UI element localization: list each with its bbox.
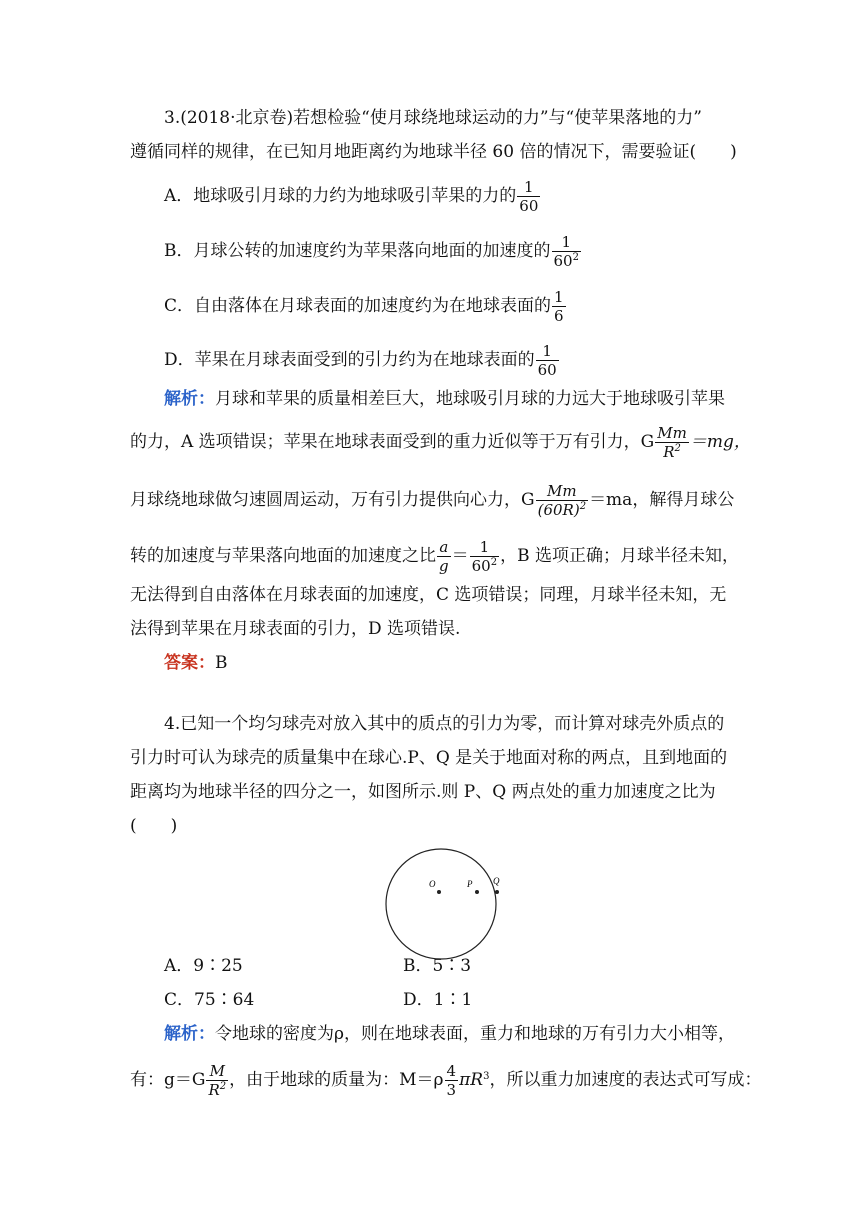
- q4-option-c: C．75∶64: [164, 990, 255, 1010]
- q4-option-a: A．9∶25: [164, 956, 243, 976]
- point-p: [475, 890, 479, 894]
- q3-analysis-line2: 的力，A 选项错误；苹果在地球表面受到的重力近似等于万有引力，G $\frac{Mm}{R^2}$ ＝mg，: [130, 424, 751, 461]
- q4-stem-line2: 引力时可认为球壳的质量集中在球心.P、Q 是关于地面对称的两点，且到地面的: [130, 748, 728, 768]
- earth-circle: [386, 849, 496, 959]
- q3-analysis-line6: 法得到苹果在月球表面的引力，D 选项错误.: [130, 619, 461, 639]
- label-q: Q: [493, 876, 500, 886]
- label-p: P: [467, 879, 473, 889]
- q3-option-b-fraction: $\frac{1}{60^2}$: [553, 233, 579, 270]
- q3-option-d-fraction: $\frac{1}{60}$: [537, 342, 557, 379]
- q3-stem-line1: 3.(2018·北京卷)若想检验“使月球绕地球运动的力”与“使苹果落地的力”: [164, 108, 702, 128]
- q3-option-c: C．自由落体在月球表面的加速度约为在地球表面的 $\frac{1}{6}$: [164, 288, 564, 325]
- q4-stem-line4: ( ): [130, 816, 178, 836]
- q3-analysis-line3: 月球绕地球做匀速圆周运动，万有引力提供向心力，G $\frac{Mm}{(60R)^2}$ ＝ma，解得月球公: [130, 482, 735, 519]
- q3-analysis-line5: 无法得到自由落体在月球表面的加速度，C 选项错误；同理，月球半径未知，无: [130, 585, 727, 605]
- q3-option-a-fraction: $\frac{1}{60}$: [519, 178, 539, 215]
- q3-option-d: D．苹果在月球表面受到的引力约为在地球表面的 $\frac{1}{60}$: [164, 342, 557, 379]
- q4-analysis-line2: 有：g＝G $\frac{M}{R^2}$ ，由于地球的质量为：M＝ρ $\frac{4}{3}$ $\pi R^3$，所以重力加速度的表达式可写成：: [130, 1062, 762, 1099]
- point-q: [495, 890, 499, 894]
- q3-option-a: A．地球吸引月球的力约为地球吸引苹果的力的 $\frac{1}{60}$: [164, 178, 539, 215]
- q4-stem-line3: 距离均为地球半径的四分之一，如图所示.则 P、Q 两点处的重力加速度之比为: [130, 782, 716, 802]
- q3-analysis-line4: 转的加速度与苹果落向地面的加速度之比 $\frac{a}{g}$ ＝ $\frac{1}{60^2}$ ，B 选项正确；月球半径未知，: [130, 538, 739, 575]
- point-o: [437, 890, 441, 894]
- q3-answer: 答案：B: [164, 653, 228, 673]
- q4-analysis-label: 解析：: [164, 1024, 215, 1044]
- q3-option-c-fraction: $\frac{1}{6}$: [554, 288, 564, 325]
- q4-stem-line1: 4.已知一个均匀球壳对放入其中的质点的引力为零，而计算对球壳外质点的: [164, 714, 725, 734]
- earth-diagram: [385, 842, 515, 970]
- label-o: O: [429, 879, 436, 889]
- q3-option-b: B．月球公转的加速度约为苹果落向地面的加速度的 $\frac{1}{60^2}$: [164, 233, 579, 270]
- q3-analysis-line1: 解析：月球和苹果的质量相差巨大，地球吸引月球的力远大于地球吸引苹果: [164, 389, 725, 409]
- q3-analysis-label: 解析：: [164, 389, 215, 409]
- q3-stem-line2: 遵循同样的规律，在已知月地距离约为地球半径 60 倍的情况下，需要验证( ): [130, 142, 737, 162]
- q4-analysis-line1: 解析：令地球的密度为ρ，则在地球表面，重力和地球的万有引力大小相等，: [164, 1024, 735, 1044]
- q4-option-b: B．5∶3: [403, 956, 472, 976]
- q3-answer-label: 答案：: [164, 653, 215, 673]
- q4-option-d: D．1∶1: [403, 990, 473, 1010]
